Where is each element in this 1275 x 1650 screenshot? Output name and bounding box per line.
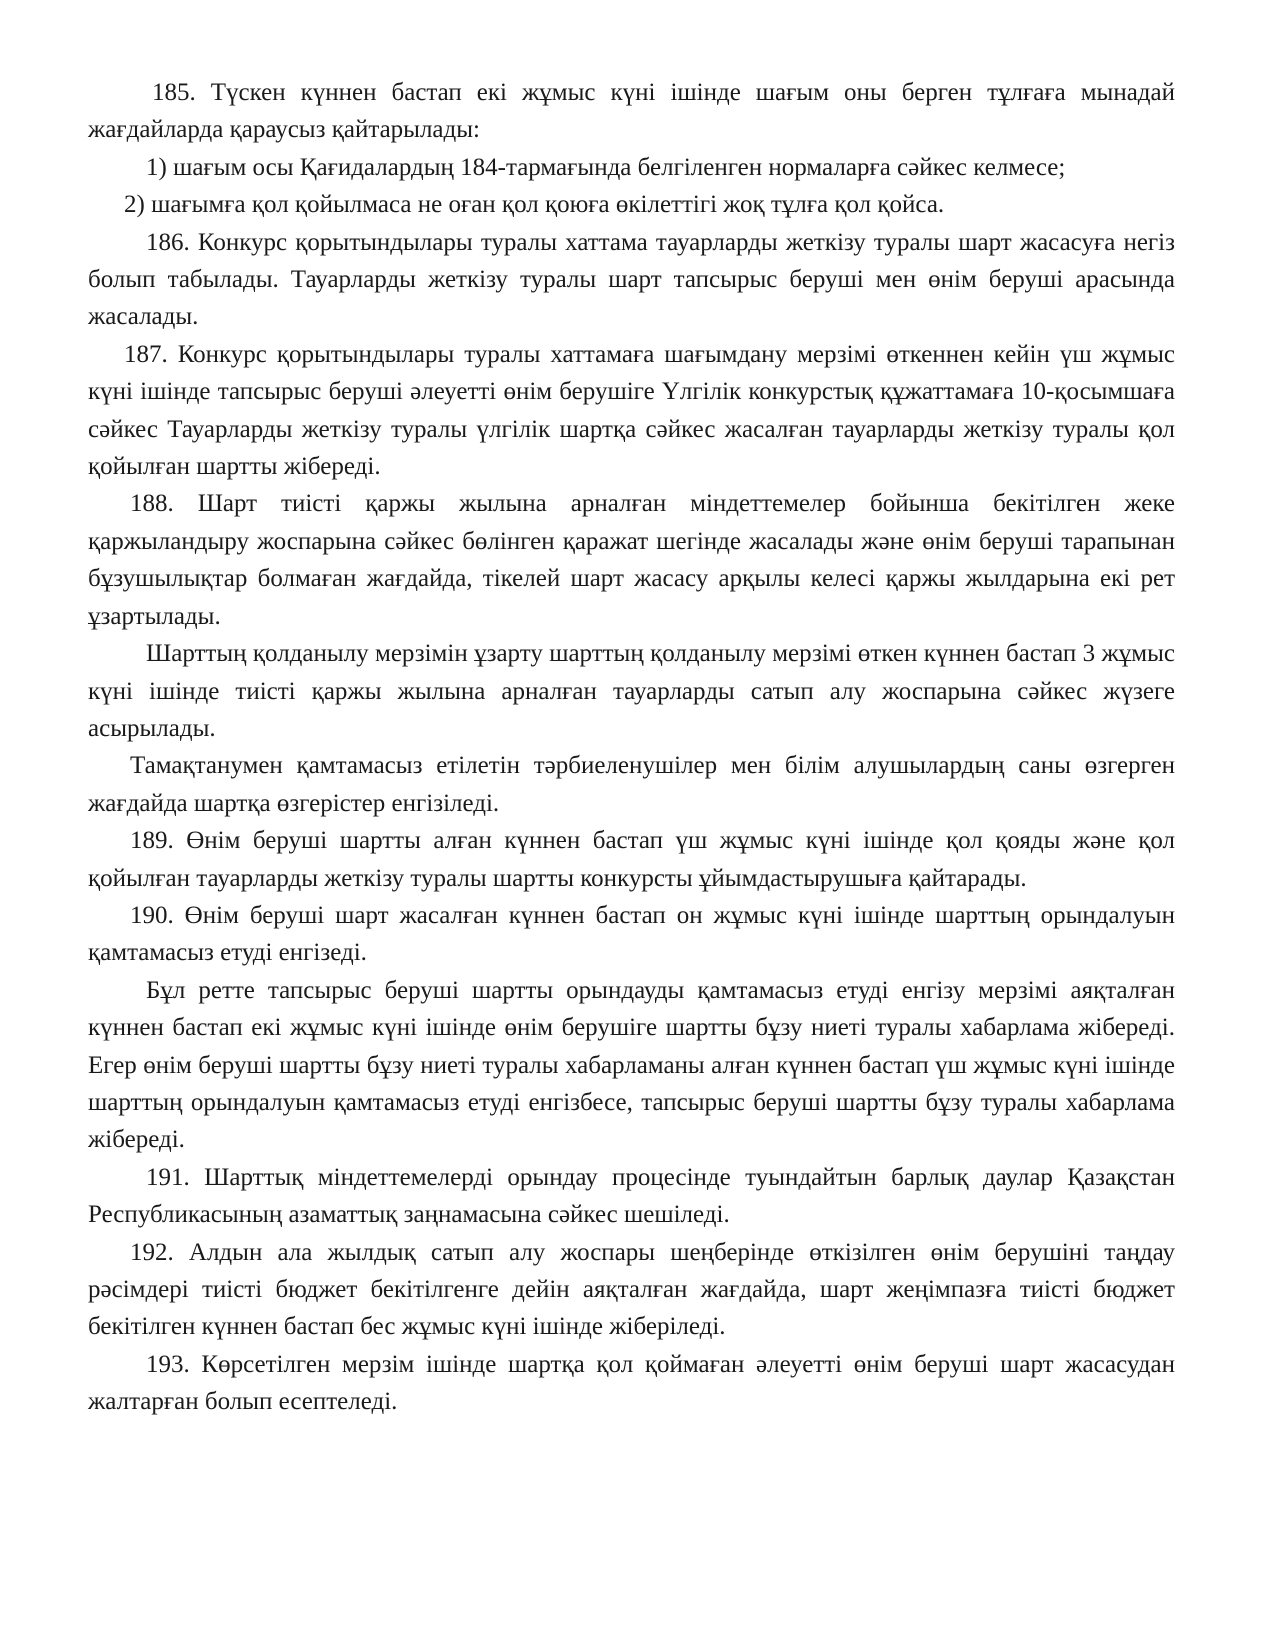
paragraph-186: 186. Конкурс қорытындылары туралы хаттама тауарларды жеткізу туралы шарт жасасуға негіз болып табылады. Тауарларды жеткізу туралы шарт тапсырыс беруші мен өнім беруші арасында жасалады. <box>88 228 1175 331</box>
paragraph-185-item-2: 2) шағымға қол қойылмаса не оған қол қоюға өкілеттігі жоқ тұлға қол қойса. <box>124 191 945 219</box>
paragraph-191: 191. Шарттық міндеттемелерді орындау процесінде туындайтын барлық даулар Қазақстан Республикасының азаматтық заңнамасына сәйкес шешіледі. <box>88 1163 1175 1229</box>
paragraph-188-part-2: Шарттың қолданылу мерзімін ұзарту шарттың қолданылу мерзімі өткен күннен бастап 3 жұмыс күні ішінде тиісті қаржы жылына арналған тауарларды сатып алу жоспарына сәйкес жүзеге асырылады. <box>88 640 1175 742</box>
paragraph-190: 190. Өнім беруші шарт жасалған күннен бастап он жұмыс күні ішінде шарттың орындалуын қамтамасыз етуді енгізеді. <box>88 901 1175 967</box>
paragraph-189: 189. Өнім беруші шартты алған күннен бастап үш жұмыс күні ішінде қол қояды және қол қойылған тауарларды жеткізу туралы шартты конкурсты ұйымдастырушыға қайтарады. <box>88 827 1175 892</box>
paragraph-185-item-1: 1) шағым осы Қағидалардың 184-тармағында белгіленген нормаларға сәйкес келмесе; <box>146 153 1066 181</box>
paragraph-190-part-2: Бұл ретте тапсырыс беруші шартты орындауды қамтамасыз етуді енгізу мерзімі аяқталған күннен бастап екі жұмыс күні ішінде өнім берушіге шартты бұзу ниеті туралы хабарлама жібереді. Егер өнім беруші шартты бұзу ниеті туралы хабарламаны алған күннен бастап үш жұмыс күні ішінде шарттың орындалуын қамтамасыз етуді енгізбесе, тапсырыс беруші шартты бұзу туралы хабарлама жібереді. <box>88 976 1175 1154</box>
paragraph-187: 187. Конкурс қорытындылары туралы хаттамаға шағымдану мерзімі өткеннен кейін үш жұмыс күні ішінде тапсырыс беруші әлеуетті өнім берушіге Үлгілік конкурстық құжаттамаға 10-қосымшаға сәйкес Тауарларды жеткізу туралы үлгілік шартқа сәйкес жасалған тауарларды жеткізу туралы қол қойылған шартты жібереді. <box>88 340 1175 481</box>
paragraph-185: 185. Түскен күннен бастап екі жұмыс күні ішінде шағым оны берген тұлғаға мынадай жағдайларда қараусыз қайтарылады: <box>88 79 1175 144</box>
paragraph-192: 192. Алдын ала жылдық сатып алу жоспары шеңберінде өткізілген өнім берушіні таңдау рәсімдері тиісті бюджет бекітілгенге дейін аяқталған жағдайда, шарт жеңімпазға тиісті бюджет бекітілген күннен бастап бес жұмыс күні ішінде жіберіледі. <box>88 1238 1175 1341</box>
document-page <box>88 74 1175 1421</box>
paragraph-193: 193. Көрсетілген мерзім ішінде шартқа қол қоймаған әлеуетті өнім беруші шарт жасасудан жалтарған болып есептеледі. <box>88 1350 1175 1416</box>
paragraph-188: 188. Шарт тиісті қаржы жылына арналған міндеттемелер бойынша бекітілген жеке қаржыландыру жоспарына сәйкес бөлінген қаражат шегінде жасалады және өнім беруші тарапынан бұзушылықтар болмаған жағдайда, тікелей шарт жасасу арқылы келесі қаржы жылдарына екі рет ұзартылады. <box>88 490 1175 630</box>
paragraph-188-part-3: Тамақтанумен қамтамасыз етілетін тәрбиеленушілер мен білім алушылардың саны өзгерген жағдайда шартқа өзгерістер енгізіледі. <box>88 752 1175 817</box>
